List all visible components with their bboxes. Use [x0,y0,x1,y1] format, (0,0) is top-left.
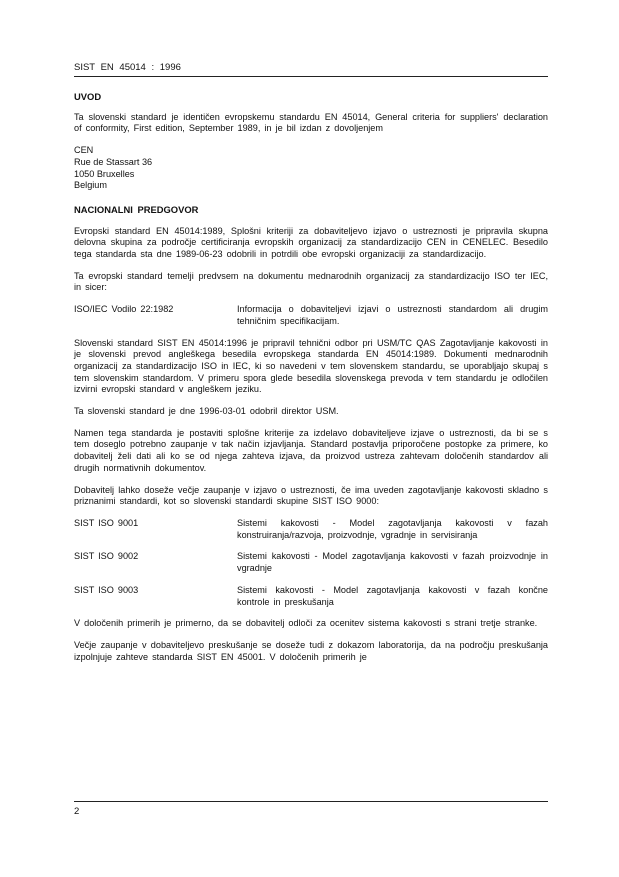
reference-description: Informacija o dobaviteljevi izjavi o ustreznosti standardom ali drugim tehničnim specifikacijam. [237,304,548,326]
predgovor-paragraph-3: Slovenski standard SIST EN 45014:1996 je pripravil tehnični odbor pri USM/TC QAS Zagotavljanje kakovosti in je slovenski prevod angleškega besedila evropskega standarda EN 45014:1989. Dokumenti mednarodnih organizacij za standardizacijo ISO in IEC, ki so navedeni v tem slovenskem standardu, se uporabljajo skupaj s tem slovenskim standardom. V primeru spora glede besedila slovenskega prevoda v tem standardu je odločilen izvirni evropski standard v angleškem jeziku. [74,337,548,395]
iso-standard-term: SIST ISO 9003 [74,584,139,595]
reference-term: ISO/IEC Vodilo 22:1982 [74,304,174,315]
address-line: Belgium [74,180,107,191]
uvod-heading: UVOD [74,91,102,102]
iso-standard-term: SIST ISO 9001 [74,517,139,528]
predgovor-paragraph-4: Ta slovenski standard je dne 1996-03-01 odobril direktor USM. [74,406,339,417]
footer-rule [74,801,548,802]
predgovor-paragraph-8: Večje zaupanje v dobaviteljevo preskušanje se doseže tudi z dokazom laboratorija, da na področju preskušanja izpolnjuje zahteve standarda SIST EN 45001. V določenih primerih je [74,639,548,662]
iso-standard-description: Sistemi kakovosti - Model zagotavljanja kakovosti v fazah proizvodnje in vgradnje [237,551,548,574]
page-body [74,91,548,673]
page-number: 2 [74,806,80,817]
predgovor-paragraph-1: Evropski standard EN 45014:1989, Splošni kriteriji za dobaviteljevo izjavo o ustreznosti je pripravila skupna delovna skupina za področje certificiranja evropskih organizacij za standardizacijo CEN in CENELEC. Besedilo tega standarda sta dne 1989-06-23 odobrili in potrdili obe evropski organizaciji za standardizacijo. [74,225,548,260]
iso-standard-entry [74,518,548,541]
document-code: SIST EN 45014 : 1996 [74,62,181,73]
header-rule [74,76,548,77]
iso-standard-entry [74,551,548,574]
iso-standard-description: Sistemi kakovosti - Model zagotavljanja kakovosti v fazah končne kontrole in preskušanja [237,584,548,607]
address-line: 1050 Bruxelles [74,168,135,179]
predgovor-heading: NACIONALNI PREDGOVOR [74,203,199,215]
iso-standard-description: Sistemi kakovosti - Model zagotavljanja kakovosti v fazah konstruiranja/razvoja, proizvodnje, vgradnje in servisiranja [237,517,548,540]
iso-standard-entry [74,585,548,608]
predgovor-paragraph-5: Namen tega standarda je postaviti splošne kriterije za izdelavo dobaviteljeve izjave o ustreznosti, da bi se s tem doseglo potrebno zaupanje v tak način izjavljanja. Standard postavlja priporočene postopke za primere, ko dobavitelj želi dati ali ko se od njega zahteva izjava, da proizvod ustreza zahtevam določenih standardov ali drugih normativnih dokumentov. [74,427,548,473]
address-line: CEN [74,145,94,156]
address-line: Rue de Stassart 36 [74,156,153,167]
predgovor-paragraph-7: V določenih primerih je primerno, da se dobavitelj odloči za ocenitev sistema kakovosti s strani tretje stranke. [74,618,538,629]
uvod-paragraph: Ta slovenski standard je identičen evropskemu standardu EN 45014, General criteria for suppliers' declaration of conformity, First edition, September 1989, in je bil izdan z dovoljenjem [74,111,548,134]
iso-standard-term: SIST ISO 9002 [74,551,139,562]
predgovor-paragraph-6: Dobavitelj lahko doseže večje zaupanje v izjavo o ustreznosti, če ima uveden zagotavljanje kakovosti skladno s priznanimi standardi, kot so slovenski standardi skupine SIST ISO 9000: [74,484,548,507]
reference-entry [74,304,548,327]
cen-address [74,145,548,192]
predgovor-paragraph-2: Ta evropski standard temelji predvsem na dokumentu mednarodnih organizacij za standardizacijo ISO ter IEC, in sicer: [74,270,548,293]
